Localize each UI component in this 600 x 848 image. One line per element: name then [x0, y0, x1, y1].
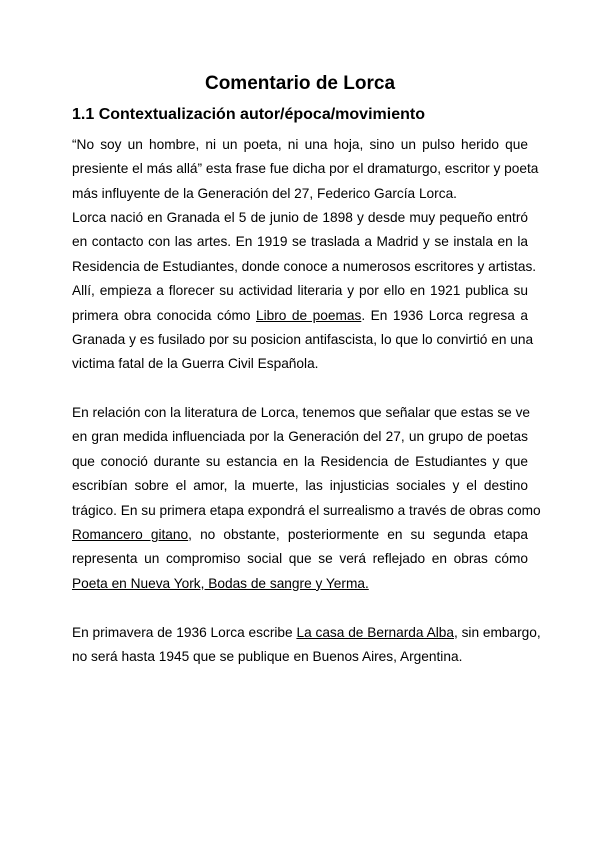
text-run: en gran medida influenciada por la Generación del 27, un grupo de poetas: [72, 429, 528, 445]
section-heading: 1.1 Contextualización autor/época/movimiento: [72, 106, 425, 123]
text-line: [72, 425, 528, 449]
paragraph-2: [72, 206, 537, 377]
text-run: primera obra conocida cómo: [72, 307, 256, 323]
paragraph-1: [72, 133, 539, 206]
text-run: Residencia de Estudiantes, donde conoce a numerosos escritores y artistas.: [72, 258, 537, 274]
text-line: [72, 645, 528, 669]
paragraph-3: [72, 401, 541, 596]
text-run: , sin embargo,: [453, 625, 541, 640]
text-line: [72, 547, 528, 571]
paragraph-4: [72, 621, 541, 670]
text-line: [72, 523, 528, 547]
text-run: “No soy un hombre, ni un poeta, ni una hoja, sino un pulso herido que: [72, 137, 528, 152]
text-line: [72, 572, 528, 596]
text-line: [72, 450, 528, 474]
text-line: [72, 352, 528, 376]
underlined-title: La casa de Bernarda Alba: [296, 625, 454, 640]
text-line: [72, 279, 528, 303]
text-run: Lorca nació en Granada el 5 de junio de 1898 y desde muy pequeño entró: [72, 210, 528, 225]
text-line: [72, 304, 528, 328]
text-run: representa un compromiso social que se verá reflejado en obras cómo: [72, 551, 528, 567]
text-run: no será hasta 1945 que se publique en Buenos Aires, Argentina.: [72, 649, 463, 665]
text-run: , no obstante, posteriormente en su segunda etapa: [188, 526, 528, 542]
text-line: [72, 255, 537, 279]
document-title: Comentario de Lorca: [204, 73, 396, 94]
text-line: [72, 621, 541, 645]
text-run: más influyente de la Generación del 27, Federico García Lorca.: [72, 185, 457, 201]
underlined-title: Poeta en Nueva York, Bodas de sangre y Yerma.: [72, 575, 369, 591]
text-line: [72, 133, 528, 157]
text-line: [72, 157, 539, 181]
text-run: Allí, empieza a florecer su actividad literaria y por ello en 1921 publica su: [72, 283, 528, 299]
text-run: presiente el más allá” esta frase fue dicha por el dramaturgo, escritor y poeta: [72, 161, 539, 177]
text-run: victima fatal de la Guerra Civil Española.: [72, 356, 319, 372]
text-line: [72, 182, 528, 206]
text-run: En relación con la literatura de Lorca, tenemos que señalar que estas se ve: [72, 405, 531, 420]
text-run: En primavera de 1936 Lorca escribe: [72, 625, 297, 640]
text-run: . En 1936 Lorca regresa a: [361, 307, 528, 323]
text-run: en contacto con las artes. En 1919 se traslada a Madrid y se instala en la: [72, 234, 528, 250]
text-line: [72, 499, 541, 523]
text-run: que conoció durante su estancia en la Residencia de Estudiantes y que: [72, 453, 528, 469]
text-line: [72, 328, 534, 352]
text-line: [72, 474, 528, 498]
underlined-title: Romancero gitano: [72, 526, 189, 542]
text-run: escribían sobre el amor, la muerte, las injusticias sociales y el destino: [72, 478, 528, 494]
text-run: trágico. En su primera etapa expondrá el surrealismo a través de obras como: [72, 502, 541, 518]
text-line: [72, 401, 531, 425]
text-run: Granada y es fusilado por su posicion antifascista, lo que lo convirtió en una: [72, 331, 534, 347]
text-line: [72, 206, 528, 230]
underlined-title: Libro de poemas: [255, 307, 362, 323]
text-line: [72, 230, 528, 254]
